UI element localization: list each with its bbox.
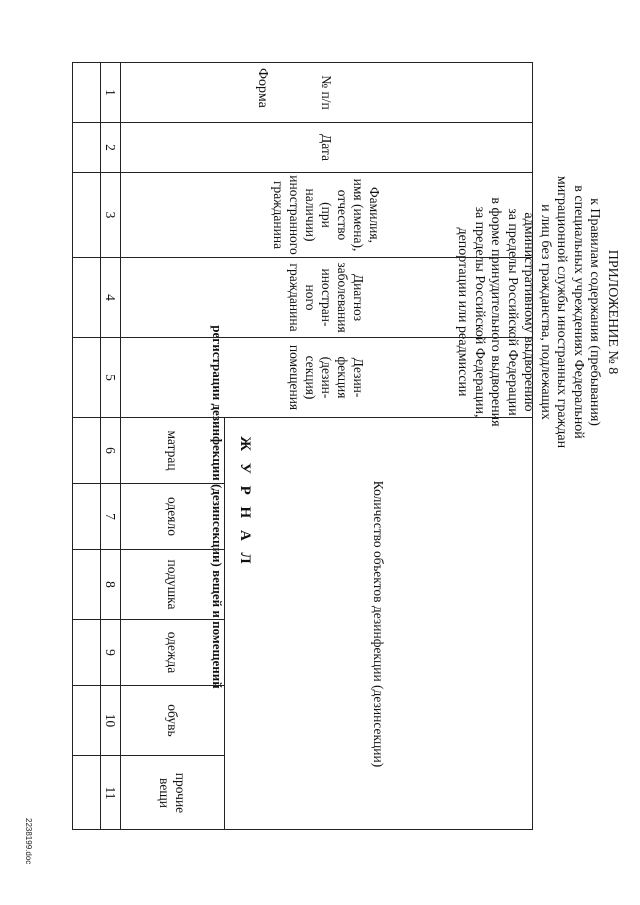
empty-cell — [72, 257, 101, 337]
header-prochie-text: прочие вещи — [157, 772, 189, 814]
appendix-line: в форме принудительного выдворения — [488, 197, 504, 427]
header-disinfection-text: Дезин-фекция (дезин-секция) помещения — [287, 344, 367, 411]
num-cell: 5 — [101, 337, 121, 417]
header-num-text: № п/п — [319, 75, 335, 110]
num-cell: 3 — [101, 172, 121, 257]
appendix-line: административному выдворению — [521, 212, 537, 412]
appendix-line: в специальных учреждениях Федеральной — [571, 185, 586, 439]
appendix-line: к Правилам содержания (пребывания) — [587, 198, 603, 426]
journal-title: Ж У Р Н А Л — [237, 436, 253, 568]
header-diagnosis — [121, 257, 533, 337]
empty-cell — [72, 619, 101, 685]
header-name — [121, 172, 533, 257]
header-matras — [121, 417, 225, 483]
appendix-title: ПРИЛОЖЕНИЕ № 8 — [605, 249, 620, 375]
header-podushka — [121, 549, 225, 619]
document-code: 2238199.doc — [24, 818, 33, 865]
journal-subtitle: регистрации дезинфекции (дезинсекции) вещей и помещений — [210, 325, 225, 689]
header-odeyalo — [121, 483, 225, 549]
header-obuv — [121, 685, 225, 755]
empty-cell — [72, 685, 101, 755]
num-cell: 1 — [101, 62, 121, 122]
header-objects-group — [225, 417, 533, 830]
num-cell: 11 — [101, 755, 121, 830]
appendix-line: и лиц без гражданства, подлежащих — [538, 204, 553, 420]
empty-cell — [72, 755, 101, 830]
header-diagnosis-text: Диагноз заболевания иностран-ного гражданина — [287, 262, 367, 333]
empty-cell — [72, 337, 101, 417]
num-cell: 4 — [101, 257, 121, 337]
header-odeyalo-text: одеяло — [165, 497, 181, 536]
form-label: Форма — [255, 68, 270, 108]
num-cell: 7 — [101, 483, 121, 549]
num-cell: 6 — [101, 417, 121, 483]
header-prochie — [121, 755, 225, 830]
header-date — [121, 122, 533, 172]
num-cell: 2 — [101, 122, 121, 172]
header-num — [121, 62, 533, 122]
appendix-line: миграционной службы иностранных граждан — [554, 175, 570, 449]
header-odezhda-text: одежда — [165, 631, 181, 674]
appendix-line: за пределы Российской Федерации, — [472, 206, 487, 418]
header-podushka-text: подушка — [165, 559, 181, 610]
empty-cell — [72, 62, 101, 122]
empty-cell — [72, 172, 101, 257]
empty-cell — [72, 417, 101, 483]
num-cell: 10 — [101, 685, 121, 755]
header-matras-text: матрац — [165, 430, 181, 471]
disinfection-table — [72, 62, 533, 830]
appendix-line: депортации или реадмиссии — [455, 227, 471, 397]
num-cell: 9 — [101, 619, 121, 685]
empty-cell — [72, 122, 101, 172]
header-objects-group-text: Количество объектов дезинфекции (дезинсекции) — [371, 480, 387, 768]
empty-cell — [72, 483, 101, 549]
header-date-text: Дата — [319, 134, 335, 161]
header-name-text: Фамилия, имя (имена), отчество (при наличии) иностранного гражданина — [271, 175, 383, 255]
header-odezhda — [121, 619, 225, 685]
num-cell: 8 — [101, 549, 121, 619]
empty-cell — [72, 549, 101, 619]
header-obuv-text: обувь — [165, 704, 181, 737]
header-disinfection — [121, 337, 533, 417]
appendix-line: за пределы Российской Федерации — [505, 208, 520, 416]
